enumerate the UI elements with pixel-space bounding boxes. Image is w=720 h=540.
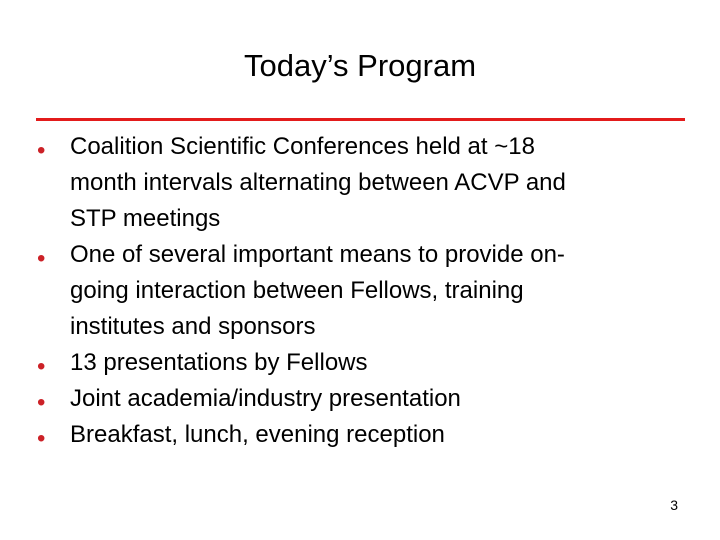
title-divider-rule (36, 118, 685, 121)
page-number: 3 (670, 497, 678, 513)
bullet-text: Joint academia/industry presentation (70, 385, 461, 412)
bullet-item-5 (0, 417, 720, 453)
bullet-text: Breakfast, lunch, evening reception (70, 421, 445, 448)
bullet-text: 13 presentations by Fellows (70, 349, 368, 376)
slide-title: Today’s Program (243, 48, 477, 83)
bullet-list (0, 129, 720, 453)
bullet-dot-icon: • (37, 137, 46, 164)
bullet-text: Coalition Scientific Conferences held at ~18 month intervals alternating between ACVP and STP meetings (70, 133, 566, 232)
bullet-item-2 (0, 237, 720, 345)
bullet-dot-icon: • (37, 353, 46, 380)
bullet-item-1 (0, 129, 720, 237)
bullet-text: One of several important means to provide on- going interaction between Fellows, training institutes and sponsors (70, 241, 565, 340)
bullet-item-3 (0, 345, 720, 381)
bullet-dot-icon: • (37, 425, 46, 452)
bullet-dot-icon: • (37, 389, 46, 416)
bullet-item-4 (0, 381, 720, 417)
bullet-dot-icon: • (37, 245, 46, 272)
